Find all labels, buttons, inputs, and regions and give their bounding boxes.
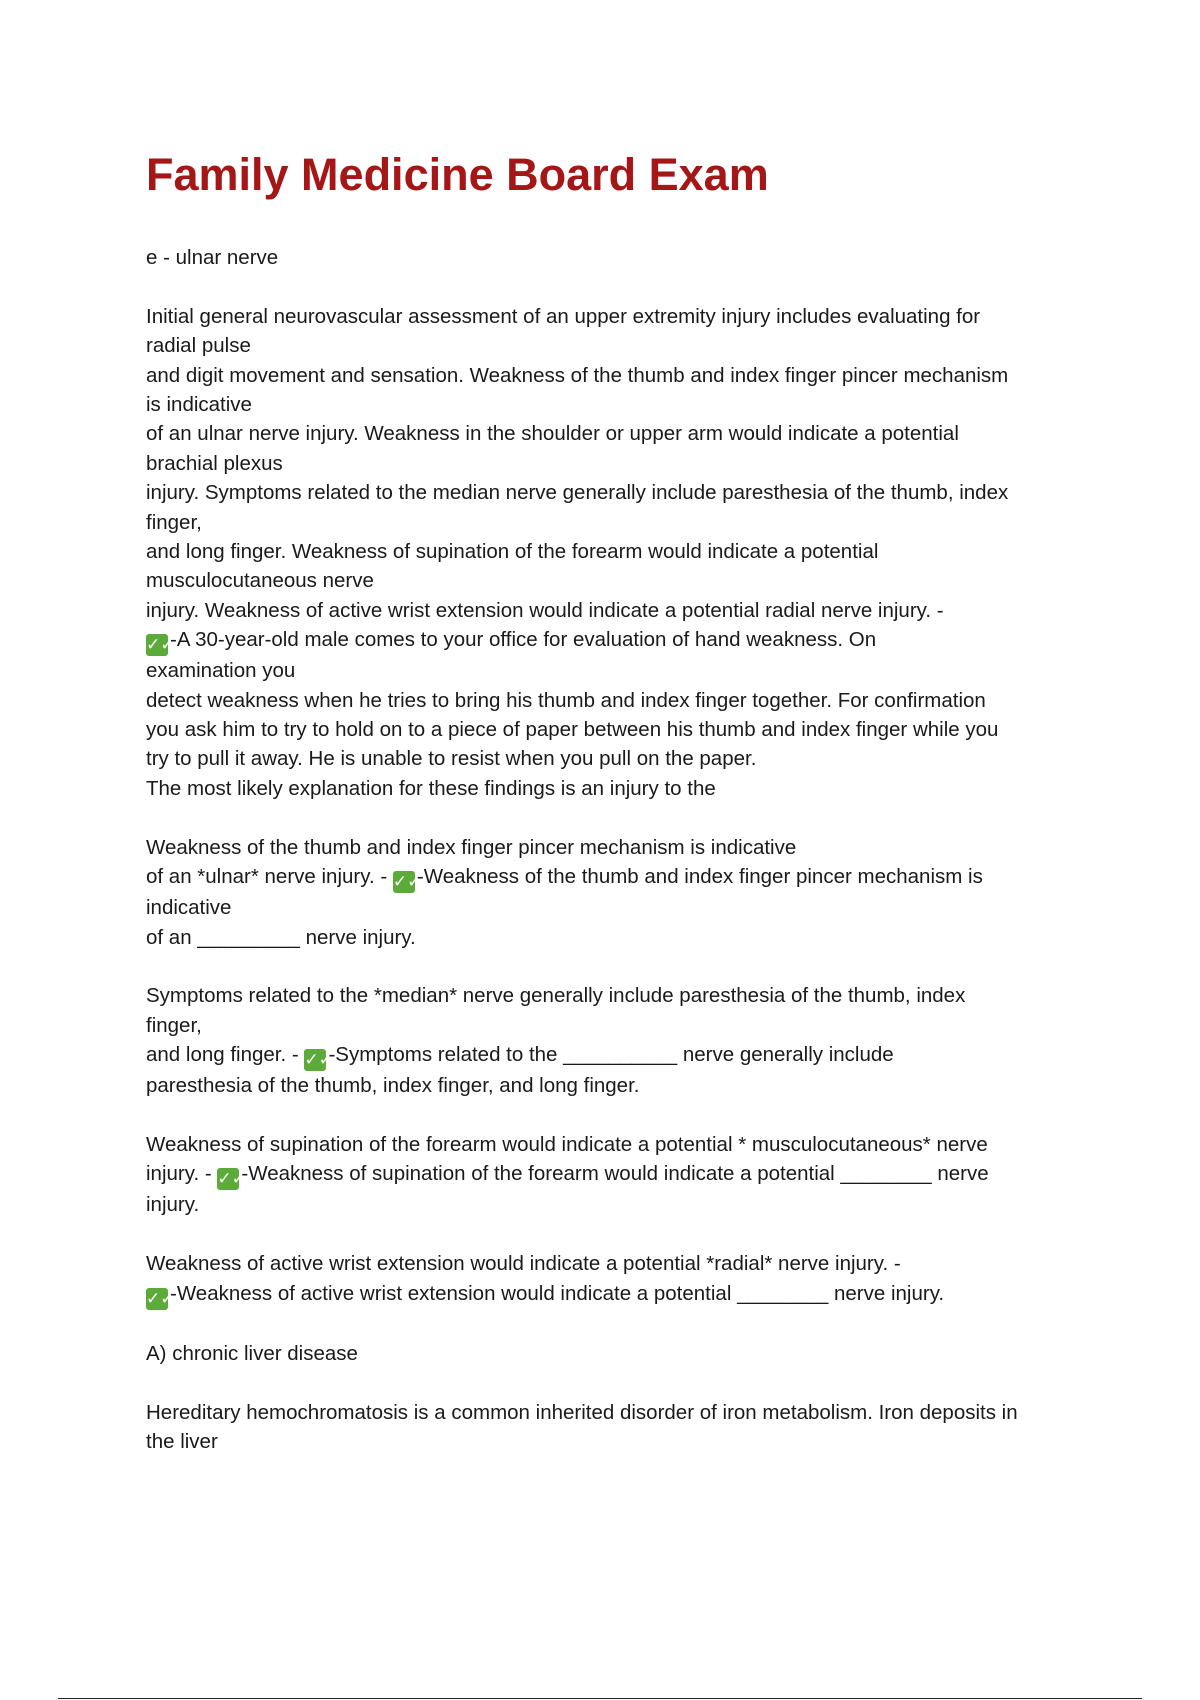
text-line: Initial general neurovascular assessment of an upper extremity injury includes evaluating for: [146, 304, 981, 328]
text-line: of an ulnar nerve injury. Weakness in the shoulder or upper arm would indicate a potential: [146, 422, 959, 446]
text-line: A) chronic liver disease: [146, 1341, 358, 1365]
flashcard-musculocutaneous: [146, 1130, 1096, 1220]
text-line: detect weakness when he tries to bring his thumb and index finger together. For confirmation: [146, 688, 986, 712]
text-line: you ask him to try to hold on to a piece of paper between his thumb and index finger while you: [146, 718, 999, 742]
text-line: finger,: [146, 510, 202, 534]
double-check-icon: ✓✓: [146, 635, 175, 656]
line-text: and long finger. -: [146, 1043, 299, 1067]
text-line: injury. Symptoms related to the median nerve generally include paresthesia of the thumb, index: [146, 481, 1009, 505]
flashcard-radial: [146, 1249, 1096, 1309]
text-line: [146, 1159, 1096, 1190]
text-line: and digit movement and sensation. Weakness of the thumb and index finger pincer mechanism: [146, 363, 1009, 387]
text-line: and long finger. Weakness of supination of the forearm would indicate a potential: [146, 540, 879, 564]
text-line: [146, 625, 1096, 656]
line-text: -Symptoms related to the __________ nerve generally include: [328, 1043, 894, 1067]
line-text: of an *ulnar* nerve injury. -: [146, 865, 388, 889]
text-line: injury.: [146, 1193, 200, 1217]
text-line: The most likely explanation for these findings is an injury to the: [146, 776, 716, 800]
text-line: of an _________ nerve injury.: [146, 925, 416, 949]
explanation-paragraph: [146, 302, 1096, 804]
double-check-icon: ✓✓: [304, 1050, 333, 1071]
line-text: -A 30-year-old male comes to your office for evaluation of hand weakness. On: [170, 628, 877, 652]
text-line: Weakness of the thumb and index finger pincer mechanism is indicative: [146, 835, 797, 859]
text-line: injury. Weakness of active wrist extension would indicate a potential radial nerve injury. -: [146, 598, 944, 622]
text-line: paresthesia of the thumb, index finger, and long finger.: [146, 1074, 640, 1098]
text-line: musculocutaneous nerve: [146, 569, 374, 593]
text-line: radial pulse: [146, 334, 251, 358]
text-line: Weakness of active wrist extension would indicate a potential *radial* nerve injury. -: [146, 1252, 901, 1276]
text-line: [146, 862, 1096, 893]
line-text: -Weakness of the thumb and index finger pincer mechanism is: [416, 865, 983, 889]
flashcard-ulnar: [146, 833, 1096, 952]
text-line: Hereditary hemochromatosis is a common inherited disorder of iron metabolism. Iron deposits in: [146, 1400, 1018, 1424]
line-text: injury. -: [146, 1162, 212, 1186]
text-line: [146, 1040, 1096, 1071]
footer-divider: [58, 1698, 1142, 1699]
explanation-paragraph: [146, 1398, 1096, 1457]
text-line: indicative: [146, 896, 232, 920]
text-line: Weakness of supination of the forearm would indicate a potential * musculocutaneous* nerve: [146, 1132, 988, 1156]
text-line: examination you: [146, 659, 296, 683]
text-line: e - ulnar nerve: [146, 246, 279, 269]
answer-paragraph: [146, 1339, 1096, 1368]
text-line: is indicative: [146, 393, 252, 417]
text-line: brachial plexus: [146, 451, 283, 475]
double-check-icon: ✓✓: [392, 872, 422, 893]
text-line: [146, 1279, 1096, 1310]
text-line: finger,: [146, 1013, 202, 1037]
double-check-icon: ✓✓: [217, 1169, 246, 1190]
page-title: Family Medicine Board Exam: [146, 149, 769, 200]
double-check-icon: ✓✓: [146, 1288, 175, 1309]
answer-paragraph: [146, 243, 1096, 272]
text-line: the liver: [146, 1430, 218, 1454]
line-text: -Weakness of active wrist extension would indicate a potential ________ nerve injury.: [170, 1281, 945, 1305]
text-line: try to pull it away. He is unable to resist when you pull on the paper.: [146, 747, 757, 771]
document-body: [146, 243, 1096, 1486]
line-text: -Weakness of supination of the forearm would indicate a potential ________ nerve: [241, 1162, 989, 1186]
flashcard-median: [146, 981, 1096, 1100]
text-line: Symptoms related to the *median* nerve generally include paresthesia of the thumb, index: [146, 984, 966, 1008]
